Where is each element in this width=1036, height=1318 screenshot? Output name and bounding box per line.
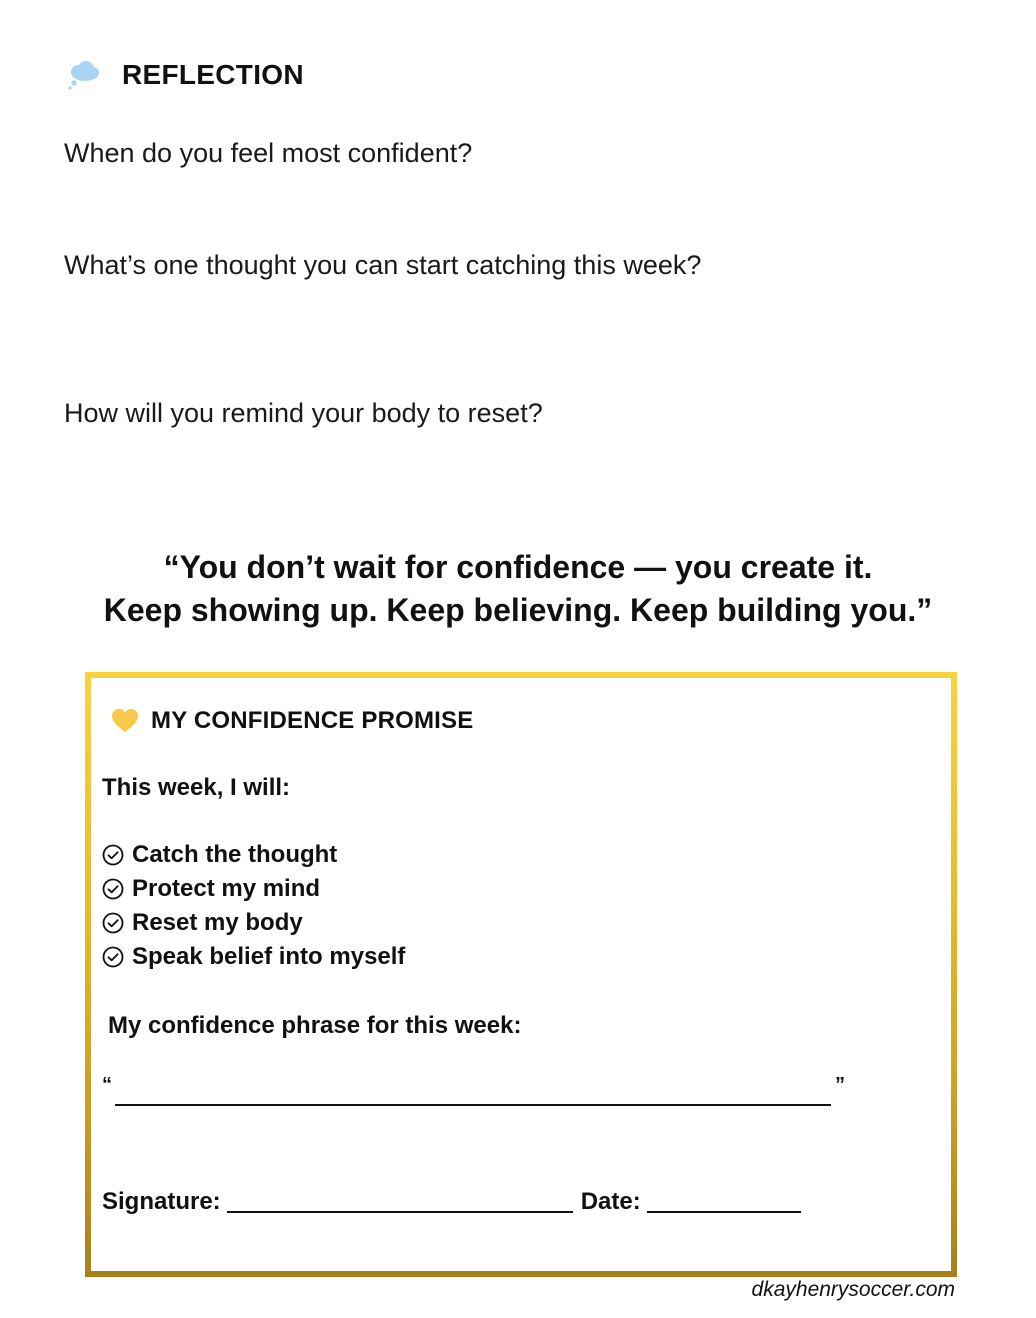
quote-line-1: “You don’t wait for confidence — you create it. — [163, 549, 873, 585]
check-circle-icon — [102, 912, 124, 934]
phrase-fill-line[interactable] — [115, 1104, 831, 1106]
checklist-item[interactable] — [102, 838, 405, 872]
thought-bubble-icon — [66, 60, 102, 90]
phrase-label: My confidence phrase for this week: — [108, 1012, 522, 1039]
open-quote-mark: “ — [102, 1074, 112, 1096]
checklist-item-label: Catch the thought — [132, 841, 338, 868]
promise-header — [111, 706, 473, 736]
checklist-item[interactable] — [102, 872, 405, 906]
phrase-entry[interactable] — [102, 1074, 845, 1110]
check-circle-icon — [102, 946, 124, 968]
motivational-quote — [0, 546, 1036, 632]
check-circle-icon — [102, 878, 124, 900]
close-quote-mark: ” — [835, 1074, 845, 1096]
promise-title: MY CONFIDENCE PROMISE — [151, 707, 474, 734]
checklist-item-label: Speak belief into myself — [132, 943, 406, 970]
signature-row — [102, 1182, 801, 1216]
promise-box-inner — [91, 678, 951, 1271]
reflection-question-3: How will you remind your body to reset? — [64, 398, 543, 428]
week-label: This week, I will: — [102, 774, 291, 801]
checklist-item[interactable] — [102, 906, 405, 940]
reflection-question-2: What’s one thought you can start catching this week? — [64, 250, 702, 280]
yellow-heart-icon — [111, 708, 139, 734]
signature-fill-line[interactable] — [227, 1211, 573, 1213]
promise-checklist — [102, 838, 405, 974]
check-circle-icon — [102, 844, 124, 866]
reflection-header — [66, 58, 304, 92]
reflection-question-1: When do you feel most confident? — [64, 138, 473, 168]
checklist-item[interactable] — [102, 940, 405, 974]
signature-label: Signature: — [102, 1188, 221, 1215]
date-label: Date: — [580, 1188, 641, 1215]
website-footer: dkayhenrysoccer.com — [751, 1278, 955, 1301]
checklist-item-label: Reset my body — [132, 909, 303, 936]
confidence-promise-box — [85, 672, 957, 1277]
reflection-title: REFLECTION — [122, 59, 304, 90]
quote-line-2: Keep showing up. Keep believing. Keep building you.” — [103, 592, 933, 628]
date-fill-line[interactable] — [647, 1211, 801, 1213]
checklist-item-label: Protect my mind — [132, 875, 321, 902]
